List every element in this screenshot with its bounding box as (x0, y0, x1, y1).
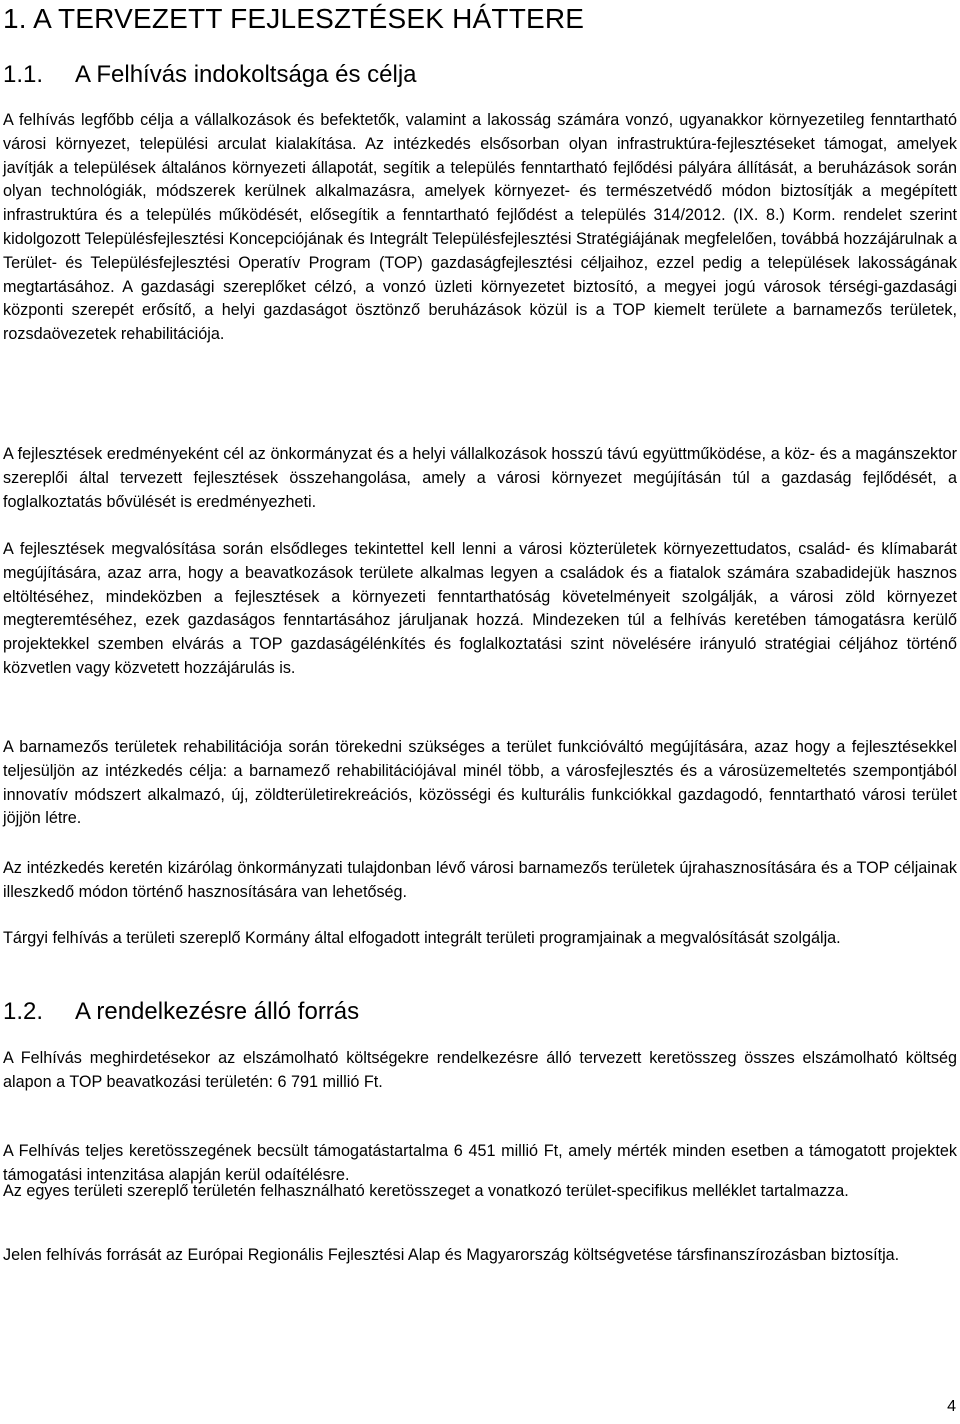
paragraph: A fejlesztések megvalósítása során elsődleges tekintettel kell lenni a városi közterületek környezettudatos, család- és klímabarát megújítására, azaz arra, hogy a beavatkozások területe alkalmas legyen a családok és a fiatalok számára szabadidejük hasznos eltöltéséhez, mindeközben a fejlesztések a környezeti fenntarthatóság követelményeit szolgálják, a városi zöld környezet megteremtéséhez, ezek gazdaságos fenntartásához járuljanak hozzá. Mindezeken túl a felhívás keretében támogatásra kerülő projektekkel szemben elvárás a TOP gazdaságélénkítés és foglalkoztatási szint növelésére irányuló stratégiai céljához történő közvetlen vagy közvetett hozzájárulás is. (3, 540, 957, 677)
section-heading-1-1 (3, 60, 417, 90)
section-number: 1.2. (3, 998, 44, 1025)
paragraph: A Felhívás teljes keretösszegének becsült támogatástartalma 6 451 millió Ft, amely mérték minden esetben a támogatott projektek támogatási intenzitása alapján kerül odaítélésre. (3, 1142, 957, 1184)
paragraph-block (3, 857, 957, 905)
paragraph: Az egyes területi szereplő területén felhasználható keretösszeget a vonatkozó terület-specifikus melléklet tartalmazza. (3, 1182, 849, 1200)
chapter-heading: 1. A TERVEZETT FEJLESZTÉSEK HÁTTERE (3, 3, 585, 34)
paragraph: A barnamezős területek rehabilitációja során törekedni szükséges a terület funkcióváltó megújítására, azaz hogy a fejlesztésekkel teljesüljön az intézkedés célja: a barnamező rehabilitációjával minél több, a városfejlesztés és a városüzemeltetés szempontjából innovatív módszert alkalmazó, új, zöldterületirekreációs, közösségi és kulturális funkciókkal gazdagodó, fenntartható városi terület jöjjön létre. (3, 738, 957, 828)
paragraph-block (3, 736, 957, 831)
section-heading-1-2 (3, 997, 359, 1027)
section-title: A Felhívás indokoltsága és célja (75, 61, 417, 88)
paragraph-block (3, 109, 957, 347)
paragraph-block (3, 443, 957, 514)
paragraph-block (3, 1180, 957, 1204)
paragraph-block (3, 927, 957, 951)
section-number: 1.1. (3, 61, 44, 88)
paragraph: A fejlesztések eredményeként cél az önkormányzat és a helyi vállalkozások hosszú távú együttműködése, a köz- és a magánszektor szereplői által tervezett fejlesztések összehangolása, amely a városi környezet megújításán túl a gazdaság fejlődését, a foglalkoztatás bővülését is eredményezheti. (3, 445, 957, 511)
paragraph: Jelen felhívás forrását az Európai Regionális Fejlesztési Alap és Magyarország költségvetése társfinanszírozásban biztosítja. (3, 1246, 900, 1264)
paragraph-block (3, 538, 957, 681)
paragraph: A felhívás legfőbb célja a vállalkozások és befektetők, valamint a lakosság számára vonzó, ugyanakkor környezetileg fenntartható városi környezet, települési arculat kialakítása. Az intézkedés elsősorban olyan infrastruktúra-fejlesztéseket támogat, amelyek javítják a települések általános környezeti állapotát, segítik a település fenntartható fejlődési pályára állítását, a beruházások során olyan technológiák, módszerek kerülnek alkalmazásra, amelyek környezet- és természetvédő módon biztosítják a megépített infrastruktúra és a település működését, elősegítik a fenntartható fejlődést a település 314/2012. (IX. 8.) Korm. rendelet szerint kidolgozott Településfejlesztési Koncepciójának és Integrált Településfejlesztési Stratégiájának megfelelően, továbbá hozzájárulnak a Terület- és Településfejlesztési Operatív Program (TOP) gazdaságfejlesztési céljaihoz, ezzel pedig a települések lakosságának megtartásához. A gazdasági szereplőket célzó, a vonzó üzleti környezetet biztosító, a megyei jogú városok térségi-gazdasági központi szerepét erősítő, a helyi gazdaságot ösztönző beruházások közül is a TOP kiemelt területe a barnamezős területek, rozsdaövezetek rehabilitációja. (3, 111, 957, 344)
section-title: A rendelkezésre álló forrás (75, 998, 360, 1025)
paragraph: A Felhívás meghirdetésekor az elszámolható költségekre rendelkezésre álló tervezett keretösszeg összes elszámolható költség alapon a TOP beavatkozási területén: 6 791 millió Ft. (3, 1049, 957, 1091)
paragraph-block (3, 1047, 957, 1095)
paragraph: Az intézkedés keretén kizárólag önkormányzati tulajdonban lévő városi barnamezős területek újrahasznosítására és a TOP céljainak illeszkedő módon történő hasznosítására van lehetőség. (3, 859, 957, 901)
page-number: 4 (947, 1398, 956, 1415)
paragraph: Tárgyi felhívás a területi szereplő Kormány által elfogadott integrált területi programjainak a megvalósítását szolgálja. (3, 929, 841, 947)
paragraph-block (3, 1244, 957, 1268)
